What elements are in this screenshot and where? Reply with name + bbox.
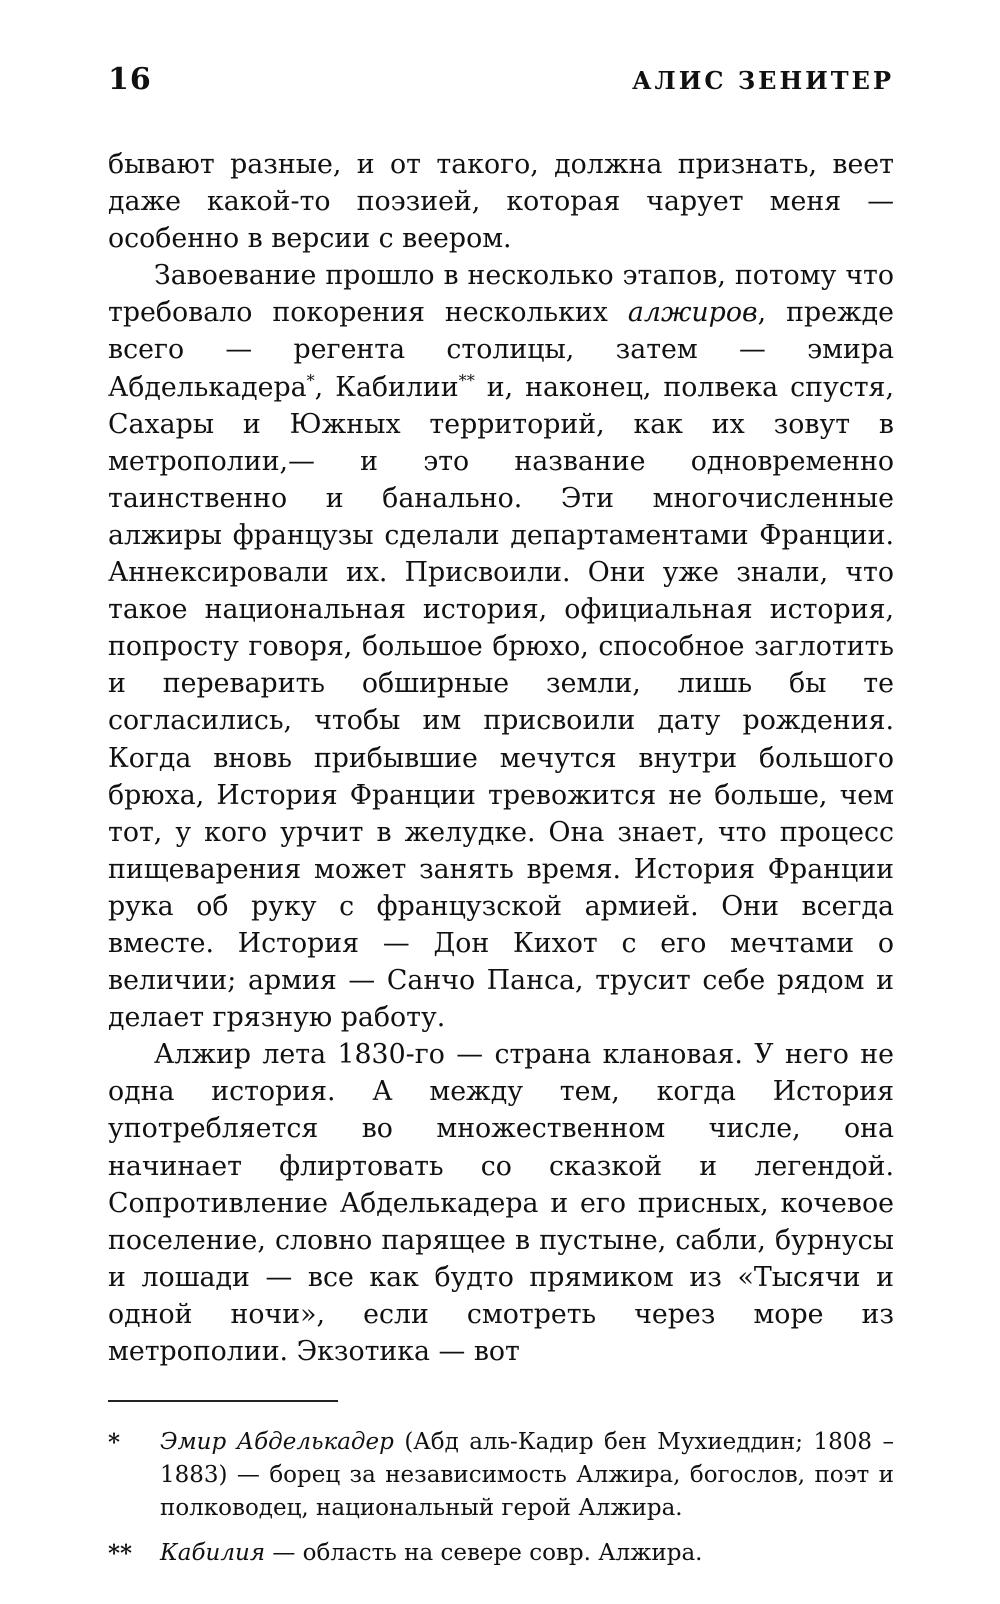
- footnote-2: [108, 1537, 894, 1570]
- footnote-1-mark: *: [108, 1429, 121, 1457]
- footnote-1: [108, 1426, 894, 1525]
- paragraph-2-part-b: , прежде всего — регента столицы, затем — эмира Абделькадера: [108, 297, 895, 403]
- page-header: [108, 62, 894, 122]
- paragraph-2-part-a: Завоевание прошло в несколько этапов, потому что требовало покорения нескольких: [108, 260, 894, 329]
- footnote-ref-2: **: [458, 370, 475, 390]
- paragraph-2-part-d: и, наконец, полвека спустя, Сахары и Южных территорий, как их зовут в метрополии,— и это название одновременно таинственно и банально. Эти многочисленные алжиры французы сделали департаментами Франции. Аннексировали их. Присвоили. Они уже знали, что такое национальная история, официальная история, попросту говоря, большое брюхо, способное заглотить и переварить обширные земли, лишь бы те согласились, чтобы им присвоили дату рождения. Когда вновь прибывшие мечутся внутри большого брюха, История Франции тревожится не больше, чем тот, у кого урчит в желудке. Она знает, что процесс пищеварения может занять время. История Франции рука об руку с французской армией. Они всегда вместе. История — Дон Кихот с его мечтами о величии; армия — Санчо Панса, трусит себе рядом и делает грязную работу.: [108, 371, 894, 1034]
- paragraph-2-emphasis: алжиров: [627, 297, 758, 329]
- running-head: АЛИС ЗЕНИТЕР: [631, 66, 894, 95]
- footnote-1-term: Эмир Абделькадер: [160, 1429, 394, 1456]
- footnotes: [108, 1426, 894, 1570]
- footnote-1-text: (Абд аль-Кадир бен Мухиеддин; 1808 – 1883) — борец за независимость Алжира, богослов, поэт и полководец, национальный герой Алжира.: [160, 1429, 894, 1522]
- paragraph-3: Алжир лета 1830-го — страна клановая. У него не одна история. А между тем, когда История употребляется во множественном числе, она начинает флиртовать со сказкой и легендой. Сопротивление Абделькадера и его присных, кочевое поселение, словно парящее в пустыне, сабли, бурнусы и лошади — все как будто прямиком из «Тысячи и одной ночи», если смотреть через море из метрополии. Экзотика — вот: [108, 1039, 894, 1367]
- footnote-divider: [108, 1400, 338, 1402]
- book-page: [108, 62, 894, 1582]
- footnote-2-term: Кабилия: [160, 1540, 266, 1567]
- paragraph-1: бывают разные, и от такого, должна признать, веет даже какой-то поэзией, которая чарует меня — особенно в версии с веером.: [108, 149, 894, 255]
- page-number: 16: [108, 62, 152, 97]
- footnote-ref-1: *: [306, 370, 315, 390]
- body-text: [108, 146, 894, 1370]
- paragraph-2-part-c: , Кабилии: [314, 371, 459, 403]
- paragraph-2: [108, 257, 894, 1036]
- footnote-2-text: — область на севере совр. Алжира.: [265, 1540, 703, 1567]
- footnote-2-mark: **: [108, 1540, 133, 1568]
